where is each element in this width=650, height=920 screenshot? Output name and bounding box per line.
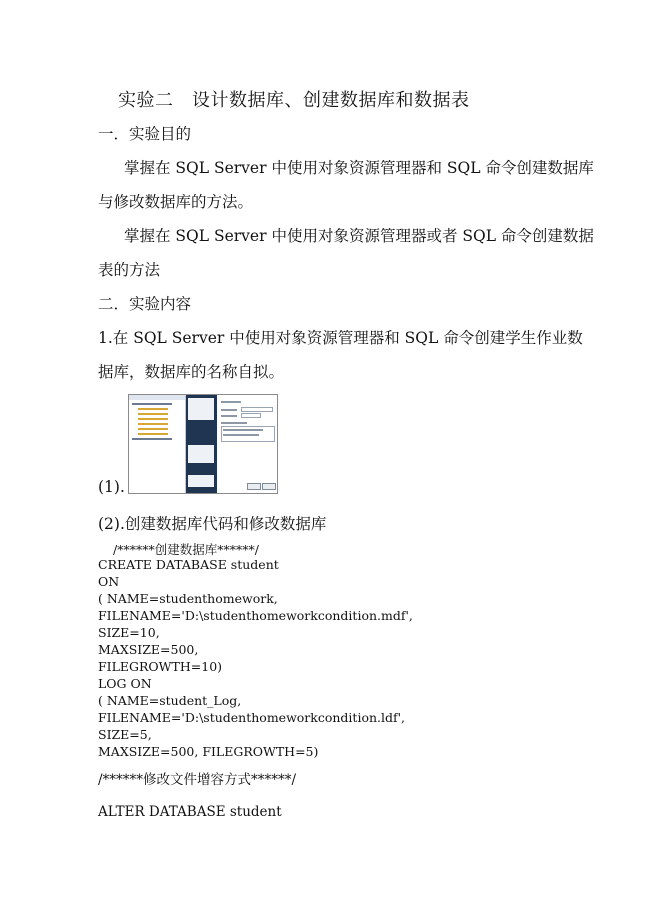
- step1-label: (1).: [98, 478, 125, 496]
- code-line-12: SIZE=5,: [98, 727, 152, 742]
- section-heading-purpose: 一．实验目的: [98, 125, 192, 143]
- new-database-form: [217, 395, 277, 493]
- purpose-para1-line2: 与修改数据库的方法。: [98, 193, 254, 211]
- object-explorer-panel: [129, 395, 186, 493]
- code-line-6: SIZE=10,: [98, 625, 160, 640]
- purpose-para1-line1: 掌握在 SQL Server 中使用对象资源管理器和 SQL 命令创建数据库: [124, 159, 594, 177]
- code-line-5: FILENAME='D:\studenthomeworkcondition.mdf',: [98, 608, 413, 623]
- code-line-13: MAXSIZE=500, FILEGROWTH=5): [98, 744, 319, 759]
- purpose-para2-line2: 表的方法: [98, 261, 161, 279]
- code-line-9: LOG ON: [98, 676, 152, 691]
- code-line-7: MAXSIZE=500,: [98, 642, 199, 657]
- page-title: 实验二 设计数据库、创建数据库和数据表: [118, 90, 470, 111]
- purpose-para2-line1: 掌握在 SQL Server 中使用对象资源管理器或者 SQL 命令创建数据: [124, 227, 594, 245]
- code-line-1: /******创建数据库******/: [113, 542, 259, 557]
- alter-comment: /******修改文件增容方式******/: [98, 772, 297, 788]
- alter-statement: ALTER DATABASE student: [98, 804, 282, 820]
- content-item1-line1: 1.在 SQL Server 中使用对象资源管理器和 SQL 命令创建学生作业数: [98, 329, 583, 347]
- code-line-10: ( NAME=student_Log,: [98, 693, 242, 708]
- content-item1-line2: 据库，数据库的名称自拟。: [98, 363, 285, 381]
- code-line-8: FILEGROWTH=10): [98, 659, 223, 674]
- code-line-11: FILENAME='D:\studenthomeworkcondition.ldf',: [98, 710, 406, 725]
- code-line-3: ON: [98, 574, 120, 589]
- step2-label: (2).创建数据库代码和修改数据库: [98, 515, 327, 533]
- code-line-2: CREATE DATABASE student: [98, 557, 279, 572]
- section-heading-content: 二．实验内容: [98, 295, 192, 313]
- ssms-screenshot: [128, 394, 278, 494]
- dialog-side-pane: [186, 395, 217, 493]
- code-line-4: ( NAME=studenthomework,: [98, 591, 278, 606]
